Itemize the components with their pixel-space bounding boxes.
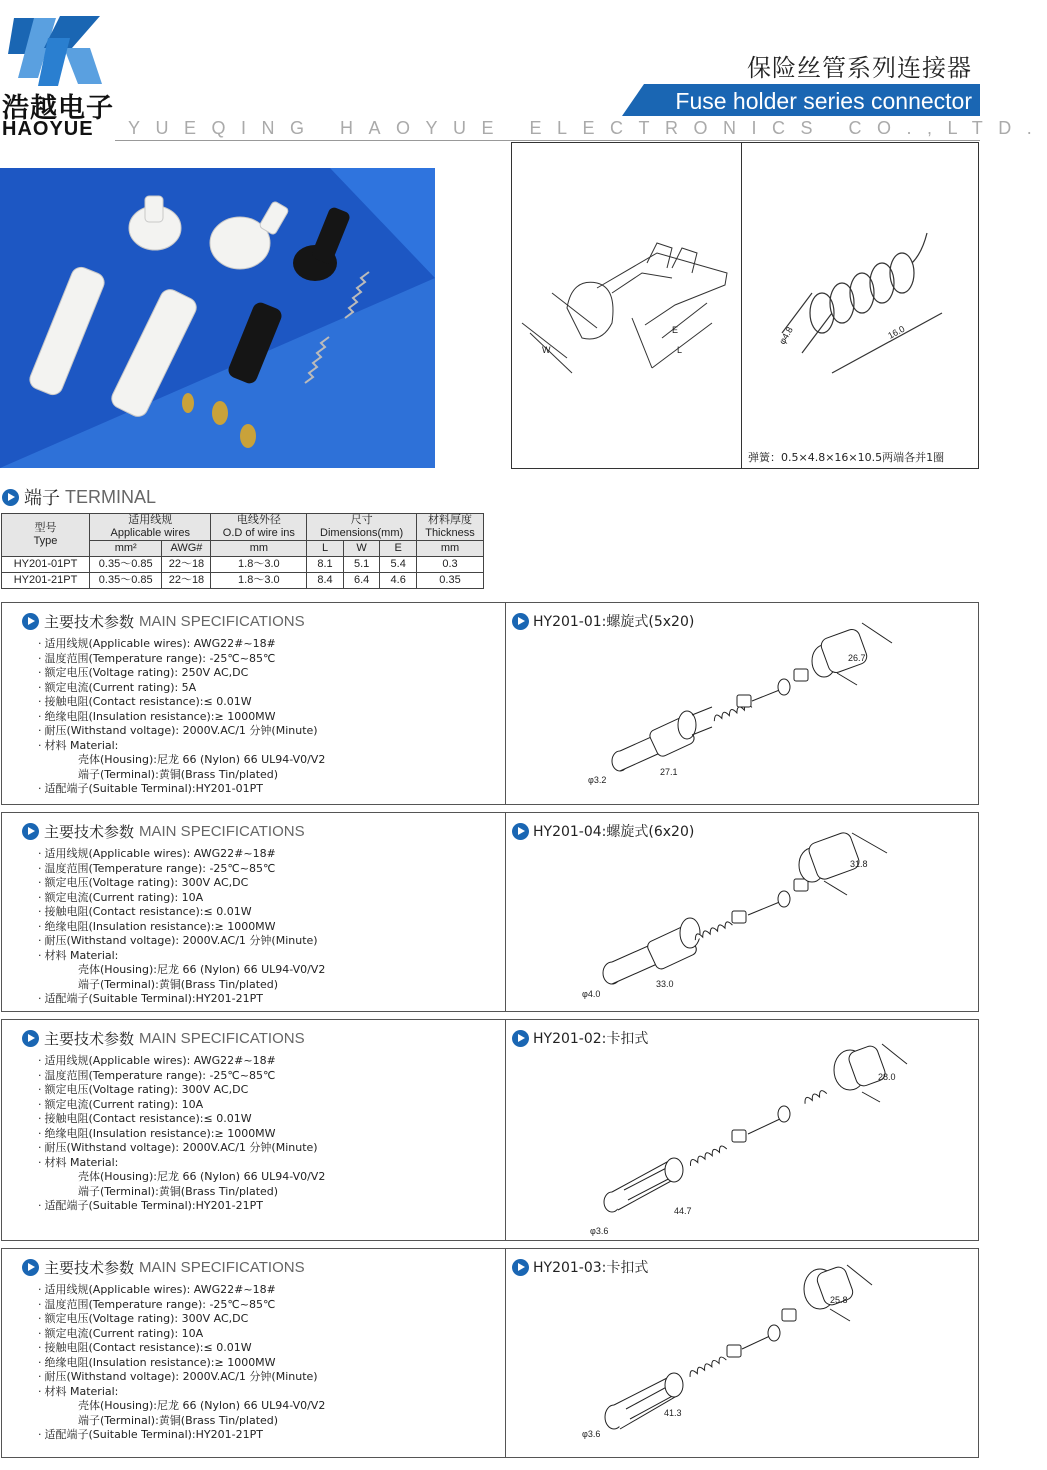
spec-heading-en: MAIN SPECIFICATIONS bbox=[139, 823, 305, 840]
spec-item: · 接触电阻(Contact resistance):≤ 0.01W bbox=[38, 905, 325, 920]
col-od-en: O.D of wire ins bbox=[222, 527, 295, 539]
spec-item: · 温度范围(Temperature range): -25℃~85℃ bbox=[38, 1298, 325, 1313]
dim-w-label: W bbox=[542, 345, 551, 355]
terminal-drawing bbox=[512, 143, 741, 470]
unit-e: E bbox=[380, 541, 417, 557]
unit-mm-thickness: mm bbox=[416, 541, 483, 557]
spec-heading-cn: 主要技术参数 bbox=[44, 823, 135, 841]
spec-item: · 适用线规(Applicable wires): AWG22#~18# bbox=[38, 847, 325, 862]
cell-awg: 22～18 bbox=[162, 573, 211, 589]
spec-housing: 壳体(Housing):尼龙 66 (Nylon) 66 UL94-V0/V2 bbox=[78, 1399, 326, 1412]
spec-item: · 适用线规(Applicable wires): AWG22#~18# bbox=[38, 637, 325, 652]
spec-panel-hy201-04 bbox=[1, 812, 979, 1012]
spec-item: · 额定电压(Voltage rating): 250V AC,DC bbox=[38, 666, 325, 681]
unit-awg: AWG# bbox=[162, 541, 211, 557]
col-dim-cn: 尺寸 bbox=[350, 514, 373, 526]
cell-e: 5.4 bbox=[380, 557, 417, 573]
table-row bbox=[2, 557, 484, 573]
unit-w: W bbox=[343, 541, 380, 557]
play-arrow-icon bbox=[512, 823, 529, 840]
spec-list bbox=[38, 1283, 325, 1443]
spec-item: · 适用线规(Applicable wires): AWG22#~18# bbox=[38, 1054, 325, 1069]
panel-divider bbox=[505, 1249, 506, 1457]
dim-e-label: E bbox=[672, 325, 679, 335]
play-arrow-icon bbox=[22, 613, 39, 630]
unit-mm2: mm² bbox=[90, 541, 162, 557]
unit-l: L bbox=[307, 541, 344, 557]
spec-heading bbox=[22, 821, 305, 842]
model-name: HY201-01:螺旋式(5x20) bbox=[533, 614, 695, 630]
product-photo bbox=[0, 168, 435, 468]
cell-type: HY201-01PT bbox=[2, 557, 90, 573]
col-thk-cn: 材料厚度 bbox=[427, 514, 472, 526]
page-header bbox=[0, 0, 1047, 150]
spec-item: · 绝缘电阻(Insulation resistance):≥ 1000MW bbox=[38, 1127, 325, 1142]
spec-item: · 接触电阻(Contact resistance):≤ 0.01W bbox=[38, 1341, 325, 1356]
cell-od: 1.8～3.0 bbox=[211, 573, 307, 589]
cell-mm2: 0.35～0.85 bbox=[90, 557, 162, 573]
spec-item: · 额定电流(Current rating): 10A bbox=[38, 1098, 325, 1113]
spec-heading-cn: 主要技术参数 bbox=[44, 1030, 135, 1048]
col-dimensions bbox=[307, 514, 417, 541]
dim-diameter-label: φ3.6 bbox=[582, 1429, 601, 1439]
spec-terminal-material: 端子(Terminal):黄铜(Brass Tin/plated) bbox=[78, 1184, 279, 1198]
cell-l: 8.1 bbox=[307, 557, 344, 573]
dim-diameter-label: φ4.0 bbox=[582, 989, 601, 999]
spec-panel-hy201-01 bbox=[1, 602, 979, 805]
spec-item: · 额定电压(Voltage rating): 300V AC,DC bbox=[38, 1083, 325, 1098]
logo-chinese-text: 浩越电子 bbox=[2, 93, 114, 124]
spec-list bbox=[38, 847, 325, 1007]
play-arrow-icon bbox=[22, 1259, 39, 1276]
spec-terminal-material: 端子(Terminal):黄铜(Brass Tin/plated) bbox=[78, 977, 279, 991]
spec-item: · 绝缘电阻(Insulation resistance):≥ 1000MW bbox=[38, 710, 325, 725]
page-title-english: Fuse holder series connector bbox=[675, 88, 972, 114]
spec-item: · 耐压(Withstand voltage): 2000V.AC/1 分钟(Minute) bbox=[38, 934, 325, 949]
spec-item: · 温度范围(Temperature range): -25℃~85℃ bbox=[38, 862, 325, 877]
terminal-heading-cn: 端子 bbox=[24, 488, 60, 509]
cell-mm2: 0.35～0.85 bbox=[90, 573, 162, 589]
exploded-assembly-drawing bbox=[562, 1259, 942, 1454]
technical-drawing bbox=[511, 142, 979, 469]
model-name: HY201-03:卡扣式 bbox=[533, 1260, 649, 1276]
spec-item: · 材料 Material: bbox=[38, 739, 325, 754]
col-od-cn: 电线外径 bbox=[236, 514, 281, 526]
spec-suitable-terminal: · 适配端子(Suitable Terminal):HY201-21PT bbox=[38, 992, 325, 1007]
spec-item: · 适用线规(Applicable wires): AWG22#~18# bbox=[38, 1283, 325, 1298]
spec-heading-en: MAIN SPECIFICATIONS bbox=[139, 1030, 305, 1047]
col-wires-en: Applicable wires bbox=[110, 527, 190, 539]
spec-suitable-terminal: · 适配端子(Suitable Terminal):HY201-21PT bbox=[38, 1199, 325, 1214]
spec-item: · 材料 Material: bbox=[38, 949, 325, 964]
spec-terminal-material: 端子(Terminal):黄铜(Brass Tin/plated) bbox=[78, 767, 279, 781]
exploded-assembly-drawing bbox=[562, 823, 942, 1003]
dim-l-label: L bbox=[677, 345, 683, 355]
spec-heading bbox=[22, 1028, 305, 1049]
col-type bbox=[2, 514, 90, 557]
play-arrow-icon bbox=[512, 1030, 529, 1047]
spec-housing: 壳体(Housing):尼龙 66 (Nylon) 66 UL94-V0/V2 bbox=[78, 1170, 326, 1183]
spec-item: · 额定电流(Current rating): 10A bbox=[38, 891, 325, 906]
cell-thickness: 0.35 bbox=[416, 573, 483, 589]
terminal-heading bbox=[2, 484, 156, 510]
spec-item: · 额定电流(Current rating): 10A bbox=[38, 1327, 325, 1342]
cell-type: HY201-21PT bbox=[2, 573, 90, 589]
panel-divider bbox=[505, 603, 506, 804]
dim-body-label: 41.3 bbox=[664, 1408, 682, 1418]
spring-spec-note: 弹簧：0.5×4.8×16×10.5两端各并1圈 bbox=[748, 451, 945, 464]
spec-terminal-material: 端子(Terminal):黄铜(Brass Tin/plated) bbox=[78, 1413, 279, 1427]
panel-divider bbox=[505, 813, 506, 1011]
dim-diameter-label: φ3.2 bbox=[588, 775, 607, 785]
spec-item: · 材料 Material: bbox=[38, 1385, 325, 1400]
header-rule bbox=[115, 140, 980, 141]
spec-item: · 额定电压(Voltage rating): 300V AC,DC bbox=[38, 876, 325, 891]
play-arrow-icon bbox=[22, 1030, 39, 1047]
dim-length-label: 31.8 bbox=[850, 859, 868, 869]
terminal-table bbox=[1, 513, 484, 589]
spec-item: · 绝缘电阻(Insulation resistance):≥ 1000MW bbox=[38, 920, 325, 935]
spec-suitable-terminal: · 适配端子(Suitable Terminal):HY201-01PT bbox=[38, 782, 325, 797]
terminal-heading-en: TERMINAL bbox=[65, 486, 157, 507]
spec-suitable-terminal: · 适配端子(Suitable Terminal):HY201-21PT bbox=[38, 1428, 325, 1443]
spec-item: · 耐压(Withstand voltage): 2000V.AC/1 分钟(Minute) bbox=[38, 1370, 325, 1385]
spec-item: · 接触电阻(Contact resistance):≤ 0.01W bbox=[38, 695, 325, 710]
cell-thickness: 0.3 bbox=[416, 557, 483, 573]
col-wires bbox=[90, 514, 211, 541]
spec-heading-en: MAIN SPECIFICATIONS bbox=[139, 1259, 305, 1276]
spring-dia-label: φ4.8 bbox=[777, 325, 795, 346]
spec-item: · 额定电压(Voltage rating): 300V AC,DC bbox=[38, 1312, 325, 1327]
spec-item: · 温度范围(Temperature range): -25℃~85℃ bbox=[38, 652, 325, 667]
col-type-cn: 型号 bbox=[34, 522, 57, 534]
col-dim-en: Dimensions(mm) bbox=[320, 527, 404, 539]
cell-awg: 22～18 bbox=[162, 557, 211, 573]
spec-item: · 材料 Material: bbox=[38, 1156, 325, 1171]
play-arrow-icon bbox=[512, 613, 529, 630]
play-arrow-icon bbox=[2, 489, 19, 506]
cell-od: 1.8～3.0 bbox=[211, 557, 307, 573]
cell-w: 6.4 bbox=[343, 573, 380, 589]
spring-drawing bbox=[742, 143, 980, 443]
cell-l: 8.4 bbox=[307, 573, 344, 589]
spec-item: · 温度范围(Temperature range): -25℃~85℃ bbox=[38, 1069, 325, 1084]
col-od bbox=[211, 514, 307, 541]
unit-mm: mm bbox=[211, 541, 307, 557]
dim-diameter-label: φ3.6 bbox=[590, 1226, 609, 1236]
exploded-assembly-drawing bbox=[562, 1030, 942, 1236]
dim-length-label: 28.0 bbox=[878, 1072, 896, 1082]
spec-item: · 耐压(Withstand voltage): 2000V.AC/1 分钟(Minute) bbox=[38, 1141, 325, 1156]
spec-item: · 耐压(Withstand voltage): 2000V.AC/1 分钟(Minute) bbox=[38, 724, 325, 739]
cell-w: 5.1 bbox=[343, 557, 380, 573]
spec-housing: 壳体(Housing):尼龙 66 (Nylon) 66 UL94-V0/V2 bbox=[78, 753, 326, 766]
spec-panel-hy201-02 bbox=[1, 1019, 979, 1241]
dim-body-label: 44.7 bbox=[674, 1206, 692, 1216]
spec-list bbox=[38, 637, 325, 797]
dim-body-label: 33.0 bbox=[656, 979, 674, 989]
spec-heading bbox=[22, 611, 305, 632]
spec-heading-cn: 主要技术参数 bbox=[44, 613, 135, 631]
logo-english-text: HAOYUE bbox=[2, 118, 94, 140]
spec-item: · 额定电流(Current rating): 5A bbox=[38, 681, 325, 696]
exploded-assembly-drawing bbox=[562, 613, 942, 793]
panel-divider bbox=[505, 1020, 506, 1240]
col-wires-cn: 适用线规 bbox=[128, 514, 173, 526]
model-name: HY201-02:卡扣式 bbox=[533, 1031, 649, 1047]
dim-length-label: 25.8 bbox=[830, 1295, 848, 1305]
company-name: YUEQING HAOYUE ELECTRONICS CO.,LTD. bbox=[128, 118, 1047, 138]
play-arrow-icon bbox=[22, 823, 39, 840]
spec-item: · 接触电阻(Contact resistance):≤ 0.01W bbox=[38, 1112, 325, 1127]
page-title-chinese: 保险丝管系列连接器 bbox=[747, 54, 972, 82]
col-thickness bbox=[416, 514, 483, 541]
col-thk-en: Thickness bbox=[425, 527, 475, 539]
dim-length-label: 26.7 bbox=[848, 653, 866, 663]
col-type-en: Type bbox=[33, 535, 58, 547]
spec-housing: 壳体(Housing):尼龙 66 (Nylon) 66 UL94-V0/V2 bbox=[78, 963, 326, 976]
spec-list bbox=[38, 1054, 325, 1214]
spec-heading-cn: 主要技术参数 bbox=[44, 1259, 135, 1277]
spec-heading-en: MAIN SPECIFICATIONS bbox=[139, 613, 305, 630]
spec-panel-hy201-03 bbox=[1, 1248, 979, 1458]
spring-len-label: 16.0 bbox=[886, 323, 907, 341]
dim-body-label: 27.1 bbox=[660, 767, 678, 777]
cell-e: 4.6 bbox=[380, 573, 417, 589]
model-name: HY201-04:螺旋式(6x20) bbox=[533, 824, 695, 840]
table-row bbox=[2, 573, 484, 589]
play-arrow-icon bbox=[512, 1259, 529, 1276]
spec-heading bbox=[22, 1257, 305, 1278]
spec-item: · 绝缘电阻(Insulation resistance):≥ 1000MW bbox=[38, 1356, 325, 1371]
